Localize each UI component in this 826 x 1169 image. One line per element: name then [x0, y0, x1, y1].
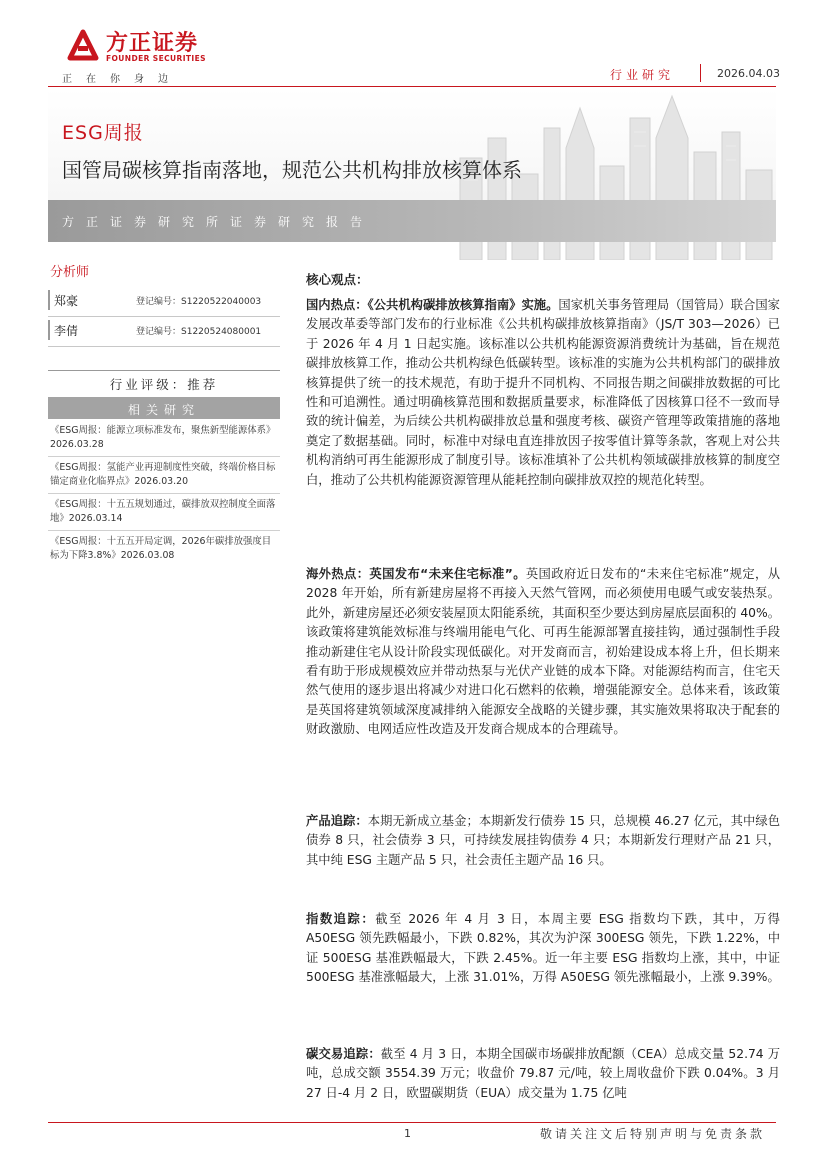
paragraph-lead: 碳交易追踪： — [306, 1047, 381, 1061]
industry-rating: 行业评级：推荐 — [109, 377, 219, 392]
header-divider — [700, 64, 701, 82]
related-divider — [48, 530, 280, 531]
paragraph-lead: 海外热点：英国发布“未来住宅标准”。 — [306, 567, 526, 581]
related-research-title: 相关研究 — [127, 403, 200, 417]
report-title: 国管局碳核算指南落地，规范公共机构排放核算体系 — [62, 158, 522, 182]
analyst-row — [48, 286, 280, 317]
brand-name-en: FOUNDER SECURITIES — [106, 54, 206, 63]
analyst-registration: 登记编号：S1220522040003 — [136, 297, 262, 307]
paragraph-lead: 产品追踪： — [306, 814, 368, 828]
report-date: 2026.04.03 — [717, 67, 780, 80]
product-tracking-paragraph — [306, 812, 780, 870]
domestic-hotspot-paragraph — [306, 296, 780, 490]
paragraph-body: 截至 2026 年 4 月 3 日，本周主要 ESG 指数均下跌，其中，万得 A50ESG 领先跌幅最小，下跌 0.82%，其次为沪深 300ESG 领先，下跌 1.22%，中证 500ESG 基准跌幅最大，下跌 2.45%。近一年主要 ESG 指数均上涨，其中，中证 500ESG 基准涨幅最大，上涨 31.01%，万得 A50ESG 领先涨幅最小，上涨 9.39%。 — [306, 912, 780, 985]
page-number: 1 — [404, 1127, 411, 1140]
core-views-heading: 核心观点： — [306, 272, 369, 287]
related-divider — [48, 493, 280, 494]
related-divider — [48, 456, 280, 457]
overseas-hotspot-paragraph — [306, 565, 780, 740]
report-category: 行业研究 — [610, 68, 675, 82]
paragraph-body: 国家机关事务管理局（国管局）联合国家发展改革委等部门发布的行业标准《公共机构碳排放核算指南》（JS/T 303—2026）已于 2026 年 4 月 1 日起实施。该标准以公共机构能源资源消费统计为基础，旨在规范碳排放核算工作，推动公共机构绿色低碳转型。该标准的实施为公共机构部门的碳排放核算提供了统一的技术规范，有助于提升不同机构、不同报告期之间碳排放数据的可比性和可追溯性。通过明确核算范围和数据质量要求，标准降低了因核算口径不一致而导致的统计偏差，为后续公共机构碳排放总量和强度考核、碳资产管理等政策措施的落地奠定了数据基础。同时，标准中对绿电直连排放因子按零值计算等条款，客观上对公共机构消纳可再生能源形成了制度引导。该标准填补了公共机构领域碳排放核算的制度空白，推动了公共机构能源资源管理从能耗控制向碳排放双控的规范化转型。 — [306, 298, 780, 487]
index-tracking-paragraph — [306, 910, 780, 988]
related-research-link[interactable]: 《ESG周报：十五五规划通过，碳排放双控制度全面落地》2026.03.14 — [50, 499, 276, 524]
brand-name-cn: 方正证券 — [106, 31, 199, 56]
footer-rule — [48, 1122, 776, 1123]
analyst-registration: 登记编号：S1220524080001 — [136, 327, 262, 337]
header-rule — [48, 86, 776, 87]
related-research-link[interactable]: 《ESG周报：能源立项标准发布，聚焦新型能源体系》2026.03.28 — [50, 425, 276, 450]
analyst-marker — [48, 320, 50, 340]
analyst-row — [48, 316, 280, 347]
institute-label: 方正证券研究所证券研究报告 — [62, 215, 375, 229]
carbon-trading-paragraph — [306, 1045, 780, 1103]
paragraph-body: 英国政府近日发布的“未来住宅标准”规定，从 2028 年开始，所有新建房屋将不再接入天然气管网，而必须使用电暖气或安装热泵。此外，新建房屋还必须安装屋顶太阳能系统，其面积至少要达到房屋底层面积的 40%。该政策将建筑能效标准与终端用能电气化、可再生能源部署直接挂钩，通过强制性手段推动新建住宅从设计阶段实现低碳化。对开发商而言，初始建设成本将上升，但长期来看有助于形成规模效应并带动热泵与光伏产业链的成本下降。对能源结构而言，住宅天然气使用的逐步退出将减少对进口化石燃料的依赖，增强能源安全。总体来看，该政策是英国将建筑领域深度减排纳入能源安全战略的关键步骤，其实施效果将取决于配套的财政激励、电网适应性改造及开发商合规成本的合理疏导。 — [306, 567, 780, 737]
paragraph-lead: 国内热点：《公共机构碳排放核算指南》实施。 — [306, 298, 559, 312]
disclaimer-note: 敬请关注文后特别声明与免责条款 — [540, 1127, 766, 1141]
analyst-name: 郑豪 — [54, 294, 79, 308]
report-type-label: ESG周报 — [62, 122, 144, 144]
analyst-marker — [48, 290, 50, 310]
analyst-name: 李倩 — [54, 324, 79, 338]
paragraph-body: 本期无新成立基金；本期新发行债券 15 只，总规模 46.27 亿元，其中绿色债券 8 只，社会债券 3 只，可持续发展挂钩债券 4 只；本期新发行理财产品 21 只，其中纯 ESG 主题产品 5 只，社会责任主题产品 16 只。 — [306, 814, 780, 867]
paragraph-lead: 指数追踪： — [306, 912, 376, 926]
paragraph-body: 截至 4 月 3 日，本期全国碳市场碳排放配额（CEA）总成交量 52.74 万吨，总成交额 3554.39 万元；收盘价 79.87 元/吨，较上周收盘价下跌 0.04%。3 月 27 日-4 月 2 日，欧盟碳期货（EUA）成交量为 1.75 亿吨 — [306, 1047, 780, 1100]
founder-logo-icon — [66, 28, 100, 62]
rating-rule — [48, 370, 280, 371]
analyst-heading: 分析师 — [50, 265, 90, 280]
related-research-link[interactable]: 《ESG周报：十五五开局定调，2026年碳排放强度目标为下降3.8%》2026.03.08 — [50, 536, 272, 561]
related-research-link[interactable]: 《ESG周报：氢能产业再迎制度性突破，终端价格目标锚定商业化临界点》2026.03.20 — [50, 462, 276, 487]
brand-slogan: 正在你身边 — [62, 74, 182, 85]
